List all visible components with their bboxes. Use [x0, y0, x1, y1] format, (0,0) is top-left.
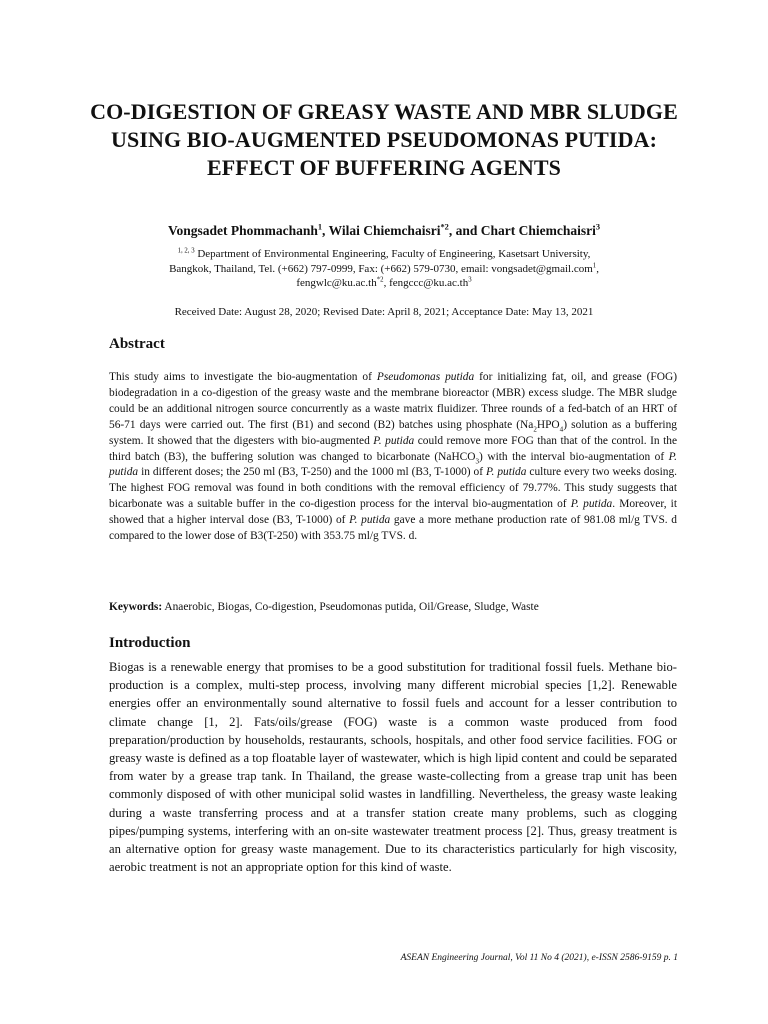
- affiliation-mark: 3: [468, 276, 472, 284]
- author-separator: , and: [448, 223, 481, 238]
- abstract-text: for initializing fat, oil, and grease (FOG) biodegradation in a co-digestion of the greasy waste and the membrane bioreactor (MBR) excess sludge. The MBR sludge could be an additional nitrogen source concurrently as a waste matrix fluidizer. Three rounds of a fed-batch of an HRT of 56-71 days were carried out. The first (B1) and second (B2) batches using phosphate (Na: [109, 371, 677, 431]
- abstract-text: HPO: [536, 418, 560, 431]
- author-name: Chart Chiemchaisri: [480, 223, 596, 238]
- abstract-text: ) solution as a buffering system. It showed that the digesters with bio-augmented: [109, 418, 677, 447]
- abstract-text: culture every two weeks dosing. The highest FOG removal was found in both conditions with the removal efficiency of 79.77%. This study suggests that bicarbonate was a suitable buffer in the co-digestion process for the interval bio-augmentation of: [109, 466, 678, 511]
- affiliation-block: [100, 247, 668, 291]
- subscript: 2: [533, 425, 537, 433]
- abstract-text: in different doses; the 250 ml (B3, T-250) and the 1000 ml (B3, T-1000) of: [138, 466, 487, 479]
- affiliation-punct: ,: [596, 262, 599, 275]
- species-name: P. putida: [349, 514, 391, 527]
- affiliation-line: Department of Environmental Engineering, Faculty of Engineering, Kasetsart University,: [194, 248, 591, 260]
- author-separator: ,: [322, 223, 329, 238]
- paper-title: CO-DIGESTION OF GREASY WASTE AND MBR SLUDGE USING BIO-AUGMENTED PSEUDOMONAS PUTIDA: EFFECT OF BUFFERING AGENTS: [90, 99, 678, 180]
- author-name: Wilai Chiemchaisri: [328, 223, 441, 238]
- keywords-line: [109, 600, 677, 615]
- abstract-text: could remove more FOG than that of the control. In the third batch (B3), the buffering solution was changed to bicarbonate (NaHCO: [109, 434, 677, 463]
- author-affiliation-mark: 3: [595, 222, 601, 232]
- affiliation-line: Bangkok, Thailand, Tel. (+662) 797-0999, Fax: (+662) 579-0730, email: vongsadet@gmail.com: [169, 262, 593, 275]
- species-name: Pseudomonas putida: [376, 371, 475, 383]
- abstract-heading: Abstract: [109, 336, 165, 352]
- abstract-text: This study aims to investigate the bio-augmentation of: [109, 371, 377, 383]
- subscript: 3: [475, 456, 480, 465]
- abstract-text: . Moreover, it showed that a higher interval dose (B3, T-1000) of: [109, 498, 677, 527]
- affiliation-mark: *2: [376, 276, 384, 284]
- abstract-text: gave a more methane production rate of 981.08 ml/g TVS. d compared to the lower dose of B3(T-250) with 353.75 ml/g TVS. d.: [109, 514, 677, 543]
- keywords-label: Keywords:: [109, 601, 163, 613]
- affiliation-mark: 1: [592, 261, 597, 269]
- author-name: Vongsadet Phommachanh: [167, 223, 318, 238]
- author-affiliation-mark: *2: [440, 222, 449, 232]
- species-name: P. putida: [373, 434, 415, 447]
- subscript: 4: [559, 425, 564, 433]
- submission-dates: Received Date: August 28, 2020; Revised Date: April 8, 2021; Acceptance Date: May 13, 2021: [174, 306, 594, 318]
- abstract-paragraph: [109, 370, 677, 545]
- page-footer: ASEAN Engineering Journal, Vol 11 No 4 (2021), e-ISSN 2586-9159 p. 1: [400, 953, 678, 963]
- introduction-heading: Introduction: [109, 635, 191, 651]
- author-list: [60, 222, 708, 239]
- affiliation-email: , fengccc@ku.ac.th: [383, 277, 469, 289]
- species-name: P. putida: [486, 466, 527, 479]
- affiliation-email: fengwlc@ku.ac.th: [296, 277, 377, 289]
- keywords-text: Anaerobic, Biogas, Co-digestion, Pseudomonas putida, Oil/Grease, Sludge, Waste: [162, 601, 539, 613]
- author-affiliation-mark: 1: [317, 222, 323, 232]
- species-name: P. putida: [570, 498, 613, 511]
- affiliation-mark: 1, 2, 3: [177, 247, 195, 255]
- species-name: P. putida: [109, 450, 677, 479]
- introduction-paragraph: Biogas is a renewable energy that promises to be a good substitution for traditional fossil fuels. Methane bio-production is a complex, multi-step process, involving many different microbial species [1,2]. Renewable energies offer an environmentally sound alternative to fossil fuels and account for a lesser contribution to climate change [1, 2]. Fats/oils/grease (FOG) waste is a common waste produced from food preparation/production by households, restaurants, schools, hospitals, and other food service facilities. FOG or greasy waste is defined as a top floatable layer of wastewater, which is high lipid content and could be separated from water by a grease trap tank. In Thailand, the grease waste-collecting from a grease trap unit has been commonly disposed of with other municipal solid wastes in landfilling. Nevertheless, the greasy waste leaking during a waste transferring process and at a transfer station create many problems, such as clogging pipes/pumping systems, interfering with an on-site wastewater treatment process [2]. Thus, greasy treatment is an alternative option for greasy waste management. Due to its characteristics particularly for high viscosity, aerobic treatment is not an appropriate option for this kind of waste.: [109, 660, 677, 875]
- abstract-text: ) with the interval bio-augmentation of: [479, 450, 669, 463]
